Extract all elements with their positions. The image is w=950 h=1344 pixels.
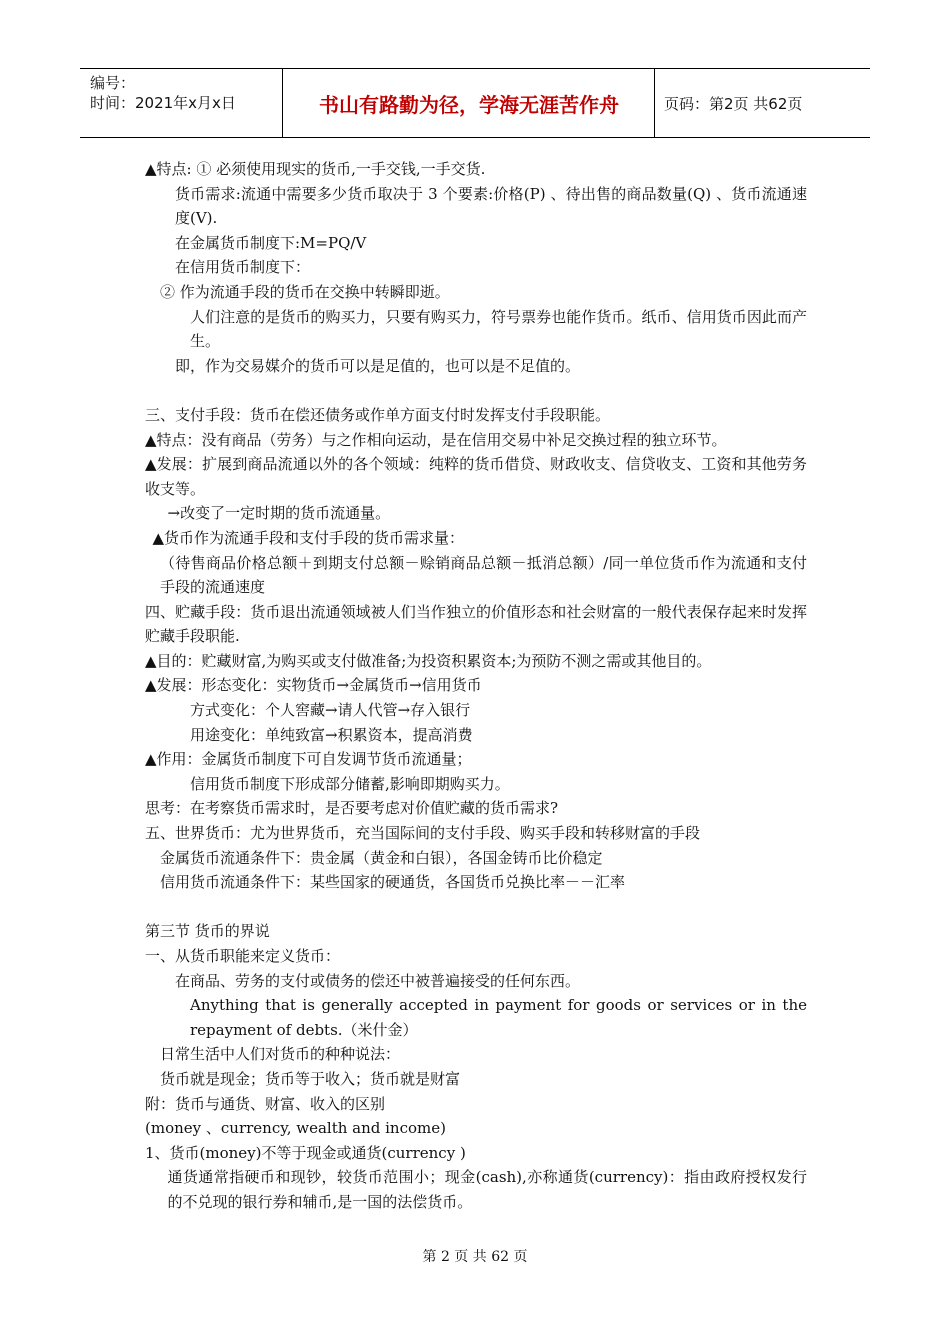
body-line: 用途变化：单纯致富→积累资本，提高消费 (190, 725, 473, 744)
body-line: 附：货币与通货、财富、收入的区别 (145, 1094, 386, 1113)
body-line: →改变了一定时期的货币流通量。 (167, 504, 391, 523)
header-meta (90, 73, 236, 113)
section-heading: 一、从货币职能来定义货币： (145, 947, 341, 965)
blank-line (145, 895, 807, 920)
body-line: 金属货币流通条件下：贵金属（黄金和白银），各国金铸币比价稳定 (160, 848, 603, 867)
body-line: 货币需求:流通中需要多少货币取决于 3 个要素:价格(P) 、待出售的商品数量(Q) 、货币流通速度(V). (175, 184, 807, 228)
body-line: ▲作用：金属货币制度下可自发调节货币流通量； (145, 750, 472, 769)
section-heading: 三、支付手段：货币在偿还债务或作单方面支付时发挥支付手段职能。 (145, 405, 611, 424)
body-line: (money 、currency, wealth and income) (145, 1119, 446, 1138)
blank-line (145, 378, 807, 403)
body-line: ▲发展：形态变化：实物货币→金属货币→信用货币 (145, 676, 482, 695)
body-line: 在信用货币制度下： (175, 258, 311, 277)
body-line: 信用货币流通条件下：某些国家的硬通货，各国货币兑换比率－－汇率 (160, 873, 626, 892)
body-line: 在商品、劳务的支付或债务的偿还中被普遍接受的任何东西。 (175, 971, 581, 990)
body-line: 方式变化：个人窖藏→请人代管→存入银行 (190, 701, 471, 720)
body-line: 在金属货币制度下:M=PQ/V (175, 233, 367, 252)
body-line: ▲特点: ① 必须使用现实的货币,一手交钱,一手交货. (145, 160, 486, 178)
body-line: ▲特点：没有商品（劳务）与之作相向运动，是在信用交易中补足交换过程的独立环节。 (145, 430, 727, 449)
time-label: 时间：2021年x月x日 (90, 94, 236, 112)
body-line: 信用货币制度下形成部分储蓄,影响即期购买力。 (190, 774, 510, 793)
header-divider-left (282, 69, 283, 137)
body-line: ② 作为流通手段的货币在交换中转瞬即逝。 (160, 282, 450, 301)
body-line: 思考：在考察货币需求时，是否要考虑对价值贮藏的货币需求? (145, 799, 559, 818)
body-line: （待售商品价格总额＋到期支付总额－赊销商品总额－抵消总额）/同一单位货币作为流通和支付手段的流通速度 (160, 553, 807, 597)
header-page-info: 页码：第2页 共62页 (664, 94, 803, 113)
body-line: ▲货币作为流通手段和支付手段的货币需求量： (152, 528, 465, 547)
body-line: 货币就是现金；货币等于收入；货币就是财富 (160, 1069, 461, 1088)
body-line: 人们注意的是货币的购买力，只要有购买力，符号票券也能作货币。纸币、信用货币因此而产生。 (190, 307, 807, 351)
body-line: 日常生活中人们对货币的种种说法： (160, 1045, 401, 1064)
body-line: ▲目的：贮藏财富,为购买或支付做准备;为投资积累资本;为预防不测之需或其他目的。 (145, 651, 712, 670)
header-motto: 书山有路勤为径，学海无涯苦作舟 (319, 92, 619, 117)
body-line: 即，作为交易媒介的货币可以是足值的，也可以是不足值的。 (175, 356, 581, 375)
body-line: 1、货币(money)不等于现金或通货(currency ) (145, 1143, 466, 1162)
section-heading: 四、贮藏手段：货币退出流通领域被人们当作独立的价值形态和社会财富的一般代表保存起来时发挥贮藏手段职能. (145, 602, 807, 646)
chapter-heading: 第三节 货币的界说 (145, 922, 270, 941)
header-divider-right (654, 69, 655, 137)
english-quote: Anything that is generally accepted in payment for goods or services or in the repayment of debts.（米什金） (190, 996, 807, 1039)
body-line: 通货通常指硬币和现钞，较货币范围小；现金(cash),亦称通货(currency)：指由政府授权发行的不兑现的银行券和辅币,是一国的法偿货币。 (167, 1168, 807, 1211)
page-header (80, 68, 870, 138)
body-line: ▲发展：扩展到商品流通以外的各个领域：纯粹的货币借贷、财政收支、信贷收支、工资和其他劳务收支等。 (145, 455, 807, 498)
section-heading: 五、世界货币：尤为世界货币，充当国际间的支付手段、购买手段和转移财富的手段 (145, 824, 701, 843)
page-footer: 第 2 页 共 62 页 (422, 1249, 528, 1265)
document-body (145, 157, 807, 1215)
number-label: 编号： (90, 74, 136, 92)
